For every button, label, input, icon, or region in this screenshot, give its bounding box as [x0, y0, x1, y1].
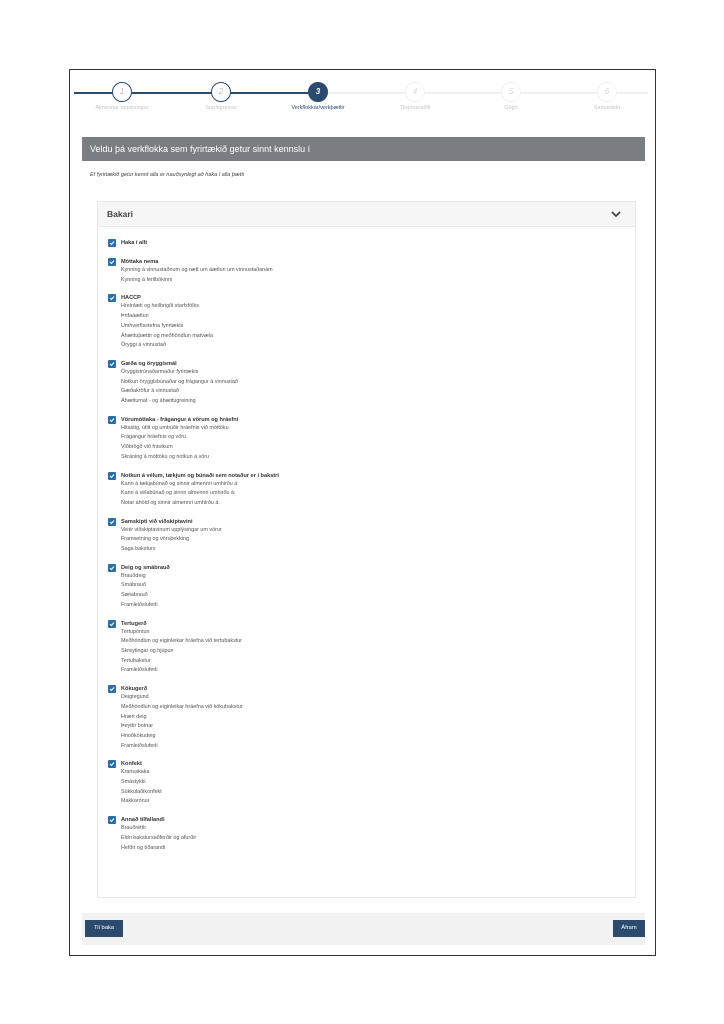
- content-panel: [82, 137, 645, 945]
- task-item: Öryggi á vinnustað: [121, 342, 166, 349]
- task-group-row[interactable]: [108, 620, 635, 628]
- task-item: Skreytingar og hjúpun: [121, 647, 174, 654]
- step-3[interactable]: [268, 82, 368, 111]
- step-label: Tilsjónaraðili: [399, 105, 431, 111]
- step-6[interactable]: [557, 82, 657, 111]
- task-item: Notar áhöld og sinnir almennri umhirðu á:: [121, 499, 220, 506]
- task-group-row[interactable]: [108, 816, 635, 824]
- task-group-row[interactable]: [108, 564, 635, 572]
- task-item: Smástykki: [121, 779, 146, 786]
- task-group-title: Konfekt: [121, 761, 142, 768]
- task-group-row[interactable]: [108, 294, 635, 302]
- task-item: Notkun öryggisbúnaðar og frágangur á vinnustað: [121, 378, 238, 385]
- task-group-title: Gæða og öryggismál: [121, 360, 177, 367]
- select-all-group: [108, 239, 635, 247]
- task-item: Gæðakröfur á vinnustað: [121, 388, 179, 395]
- task-item: Deigtegund: [121, 694, 149, 701]
- task-item: Eldri bakstursaðferðir og afurðir: [121, 834, 197, 841]
- task-group: [108, 685, 635, 751]
- checkbox-checked-icon[interactable]: [108, 416, 116, 424]
- chevron-down-icon[interactable]: [611, 210, 621, 218]
- step-2[interactable]: [171, 82, 271, 111]
- task-group: [108, 472, 635, 509]
- task-item: Framleiðsluferli: [121, 601, 158, 608]
- task-group-title: Annað tilfallandi: [121, 817, 165, 824]
- task-item: Kransakaka: [121, 769, 150, 776]
- step-number: 6: [597, 82, 617, 102]
- task-item: Framleiðsluferli: [121, 742, 158, 749]
- checkbox-checked-icon[interactable]: [108, 518, 116, 526]
- step-1[interactable]: [72, 82, 172, 111]
- task-group-title: Deig og smábrauð: [121, 564, 170, 571]
- task-item: Þrifaáætlun: [121, 313, 149, 320]
- task-item: Tertupöntun: [121, 628, 150, 635]
- accordion-header[interactable]: [98, 202, 635, 227]
- task-group: [108, 760, 635, 807]
- task-item: Kynning á vinnustaðnum og rætt um áætlun um vinnustaðanám: [121, 267, 273, 273]
- task-item: Tertubakstur: [121, 657, 151, 664]
- task-item: Meðhöndlun og eiginleikar hráefna við tertubakstur: [121, 638, 243, 645]
- step-label: Verkflokkar/verkþættir: [291, 105, 345, 111]
- wizard-frame: [69, 69, 656, 956]
- task-item: Kann á vélabúnað og sinnir almennri umhirðu á:: [121, 490, 236, 497]
- section-body: [82, 161, 645, 913]
- task-group-row[interactable]: [108, 518, 635, 526]
- task-item: Brauðréttir: [121, 825, 147, 832]
- task-group-row[interactable]: [108, 258, 635, 266]
- step-label: Starfsgreinar: [205, 105, 237, 111]
- checkbox-checked-icon[interactable]: [108, 294, 116, 302]
- checkbox-checked-icon[interactable]: [108, 360, 116, 368]
- step-4[interactable]: [365, 82, 465, 111]
- task-group: [108, 416, 635, 463]
- task-item: Skráning á móttöku og notkun á vöru: [121, 453, 210, 460]
- task-group-title: Samskipti við viðskiptavini: [121, 518, 193, 525]
- task-item: Veitir viðskiptavinum upplýsingar um vörur: [121, 526, 222, 533]
- task-item: Öryggistrúnaðarmaður fyrirtækis: [121, 368, 199, 375]
- task-group-title: Móttaka nema: [121, 259, 159, 265]
- task-item: Saga baksturs: [121, 546, 156, 553]
- task-item: Sætabrauð: [121, 592, 148, 599]
- trade-accordion: [97, 201, 636, 898]
- checkbox-checked-icon[interactable]: [108, 685, 116, 693]
- step-label: Samantekt: [593, 105, 621, 111]
- step-number: 4: [405, 82, 425, 102]
- task-item: Hreinlæti og heilbrigði starfsfólks: [121, 303, 199, 310]
- task-group: [108, 258, 635, 285]
- checkbox-checked-icon[interactable]: [108, 620, 116, 628]
- task-item: Meðhöndlun og eiginleikar hráefna við kökubakstur: [121, 703, 243, 710]
- checkbox-checked-icon[interactable]: [108, 564, 116, 572]
- step-5[interactable]: [461, 82, 561, 111]
- task-item: Hefðir og tíðarandi: [121, 844, 166, 851]
- task-item: Þeyttir botnar: [121, 723, 154, 730]
- task-group-row[interactable]: [108, 416, 635, 424]
- step-number: 5: [501, 82, 521, 102]
- task-group: [108, 360, 635, 407]
- task-group-title: Vörumóttaka - frágangur á vörum og hráefni: [121, 416, 239, 423]
- next-button[interactable]: Áfram: [613, 920, 645, 937]
- task-item: Kann á tækjabúnað og sinnir almennri umhirðu á:: [121, 480, 239, 487]
- step-number: 3: [308, 82, 328, 102]
- task-item: Makkarónur: [121, 798, 150, 805]
- task-group-row[interactable]: [108, 472, 635, 480]
- task-group: [108, 816, 635, 853]
- step-number: 1: [112, 82, 132, 102]
- task-group-title: HACCP: [121, 295, 141, 302]
- task-item: Frágangur hráefnis og vöru: [121, 434, 187, 441]
- step-label: Almennar upplýsingar: [95, 105, 149, 111]
- checkbox-checked-icon[interactable]: [108, 258, 116, 266]
- select-all-label: Haka í allt: [121, 240, 148, 246]
- checkbox-checked-icon[interactable]: [108, 239, 116, 247]
- accordion-body: [98, 227, 635, 853]
- task-group-title: Kökugerð: [121, 686, 148, 693]
- task-group-row[interactable]: [108, 760, 635, 768]
- task-item: Smábrauð: [121, 582, 146, 589]
- accordion-title: Bakari: [107, 209, 133, 219]
- task-item: Áhættumat - og áhættugreining: [121, 398, 196, 405]
- task-group: [108, 564, 635, 611]
- task-group: [108, 620, 635, 677]
- task-item: Áhættuþættir og meðhöndlun matvæla: [121, 332, 213, 339]
- task-item: Hrært deig: [121, 713, 147, 720]
- task-group-title: Notkun á vélum, tækjum og búnaði sem notaður er í bakstri: [121, 472, 279, 479]
- back-button[interactable]: Til baka: [85, 920, 123, 937]
- task-item: Brauðdeig: [121, 572, 146, 579]
- task-group: [108, 518, 635, 555]
- task-group: [108, 294, 635, 351]
- checkbox-checked-icon[interactable]: [108, 472, 116, 480]
- task-group-title: Tertugerð: [121, 620, 147, 627]
- section-header: Veldu þá verkflokka sem fyrirtækið getur sinnt kennslu í: [82, 137, 645, 161]
- task-item: Súkkulaðikonfekt: [121, 788, 162, 795]
- select-all-row[interactable]: [108, 239, 635, 247]
- checkbox-checked-icon[interactable]: [108, 760, 116, 768]
- step-number: 2: [211, 82, 231, 102]
- task-item: Umhverfisstefna fyrirtækis: [121, 322, 184, 329]
- progress-stepper: [70, 82, 655, 122]
- info-text: Ef fyrirtækið getur kennt alla er nauðsynlegt að haka í alla þætti: [90, 172, 245, 178]
- task-item: Hnoðkökudeig: [121, 732, 156, 739]
- task-item: Framleiðsluferli: [121, 667, 158, 674]
- task-item: Viðbrögð við frávikum: [121, 444, 173, 451]
- task-group-row[interactable]: [108, 360, 635, 368]
- task-item: Framsetning og vöruþekking: [121, 536, 190, 543]
- task-item: Hitastig, útlit og umbúðir hráefnis við móttöku: [121, 424, 229, 431]
- checkbox-checked-icon[interactable]: [108, 816, 116, 824]
- task-group-row[interactable]: [108, 685, 635, 693]
- step-label: Gögn: [504, 105, 518, 111]
- task-item: Kynning á ferilbókinni: [121, 276, 173, 283]
